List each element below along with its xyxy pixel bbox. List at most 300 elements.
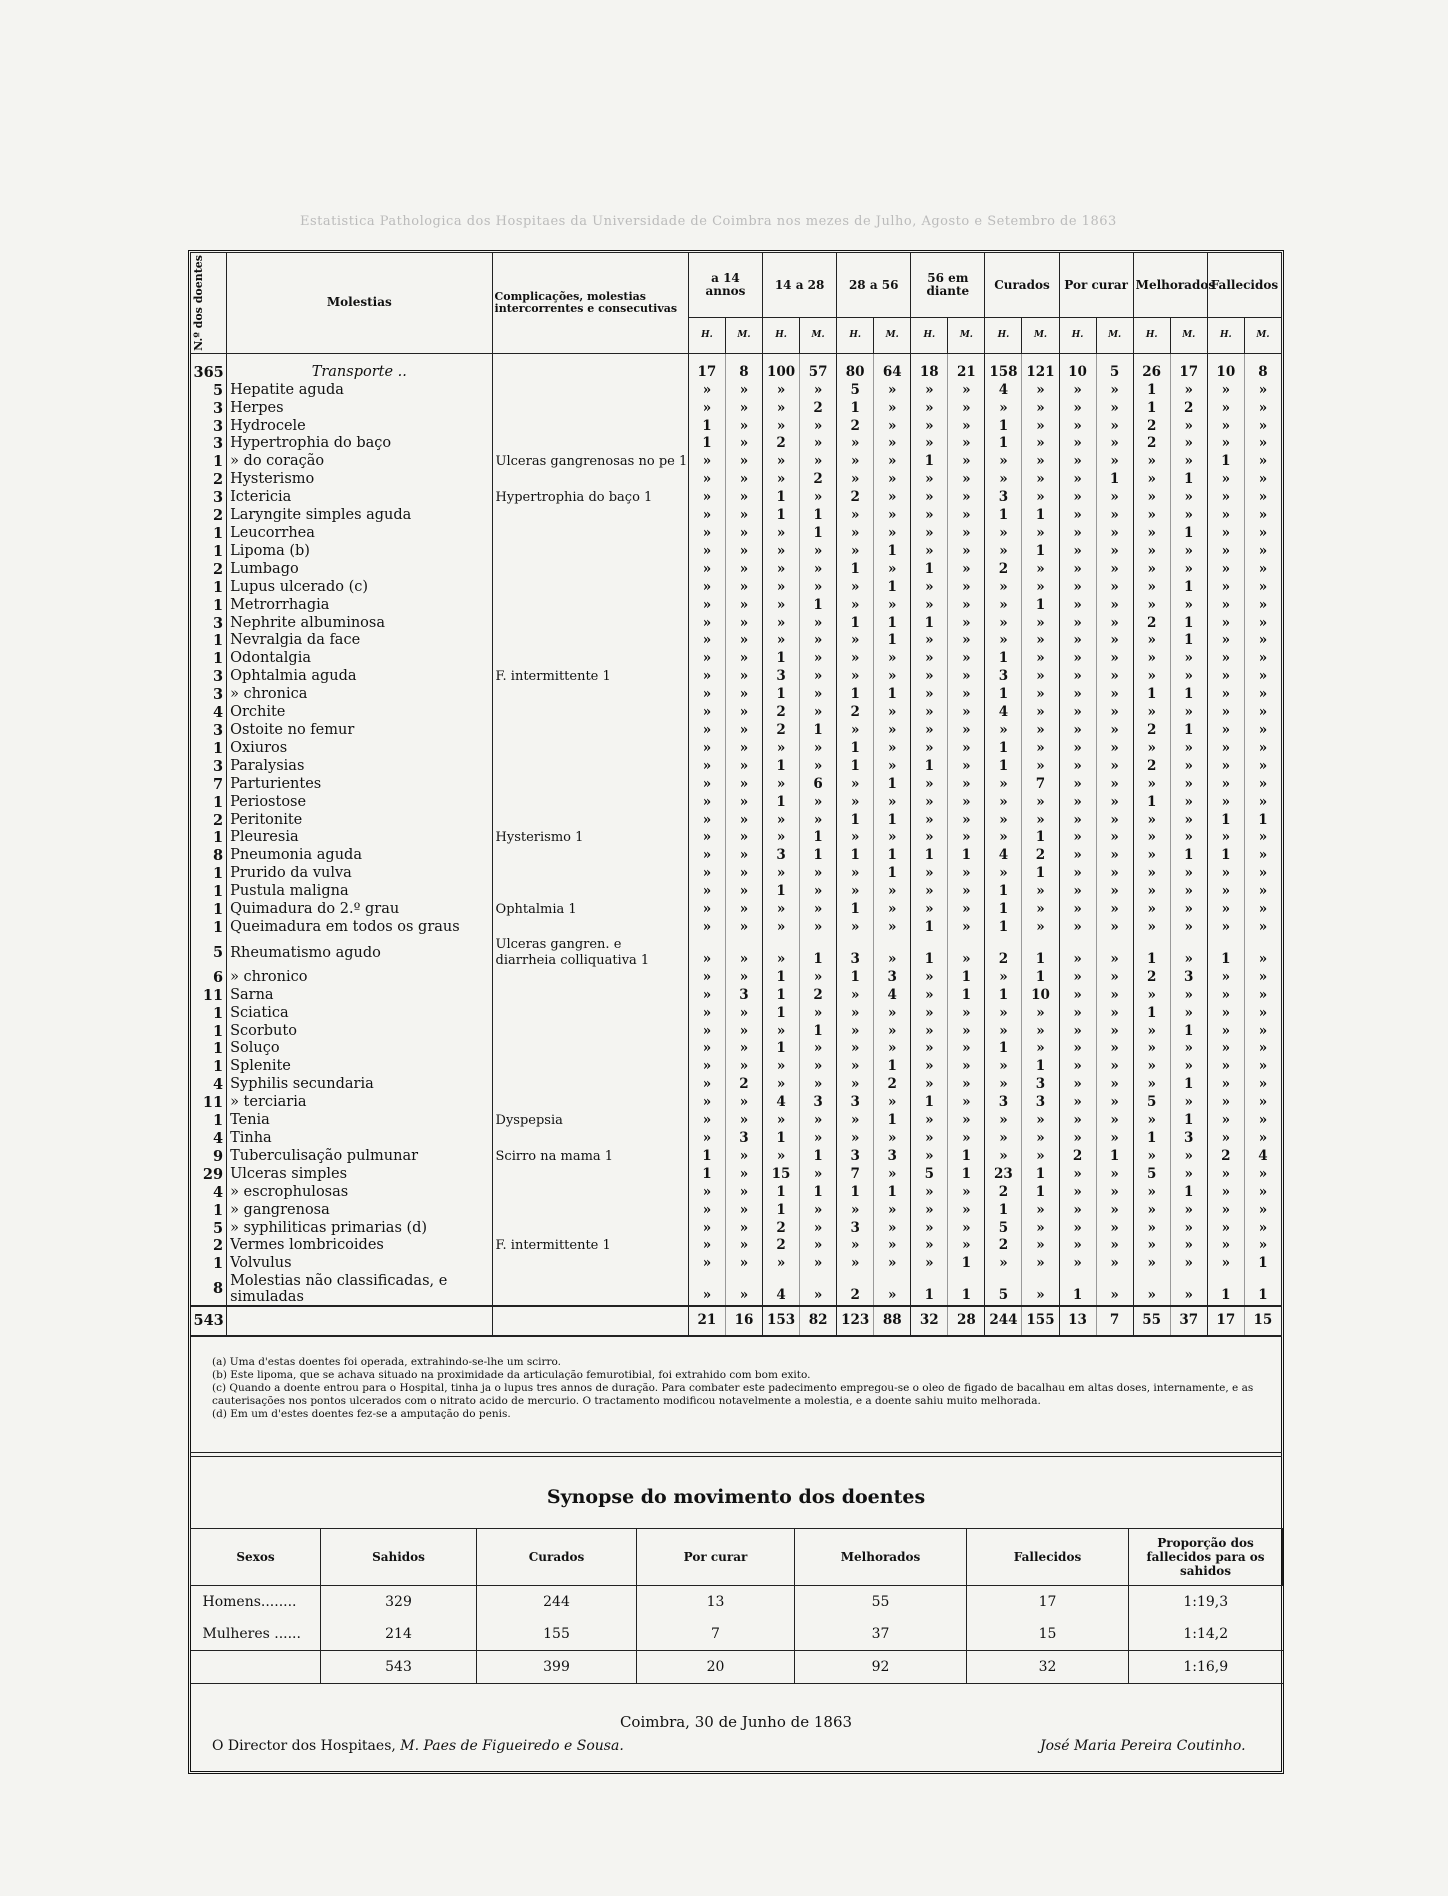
cell-value: » <box>985 865 1022 883</box>
header-homens: H. <box>911 318 948 354</box>
cell-value: » <box>1170 1220 1207 1238</box>
synopsis-header: Proporção dos fallecidos para os sahidos <box>1129 1529 1283 1586</box>
cell-value: » <box>874 525 911 543</box>
cell-value: » <box>874 1273 911 1306</box>
patient-count: 3 <box>191 400 227 418</box>
cell-value: » <box>800 704 837 722</box>
cell-value: » <box>1096 1005 1133 1023</box>
cell-value: » <box>874 668 911 686</box>
cell-value: » <box>1096 704 1133 722</box>
cell-value: » <box>688 400 725 418</box>
synopsis-value: 92 <box>795 1651 967 1684</box>
cell-value: » <box>1244 1094 1281 1112</box>
patient-count: 1 <box>191 579 227 597</box>
cell-value: » <box>688 507 725 525</box>
header-homens: H. <box>985 318 1022 354</box>
cell-value: » <box>948 776 985 794</box>
cell-value: » <box>874 1130 911 1148</box>
table-row <box>191 418 1282 436</box>
cell-value: » <box>1170 650 1207 668</box>
cell-value: » <box>800 883 837 901</box>
cell-value: » <box>725 453 762 471</box>
cell-value: » <box>1170 418 1207 436</box>
cell-value: » <box>800 632 837 650</box>
cell-value: » <box>725 1202 762 1220</box>
cell-value: » <box>1022 632 1059 650</box>
cell-value: » <box>1170 1166 1207 1184</box>
synopsis-value: 155 <box>477 1618 637 1651</box>
cell-value: » <box>1059 865 1096 883</box>
complication <box>492 1255 688 1273</box>
cell-value: » <box>688 1184 725 1202</box>
table-row <box>191 722 1282 740</box>
cell-value: » <box>1207 615 1244 633</box>
complication <box>492 597 688 615</box>
table-row <box>191 382 1282 400</box>
cell-value: » <box>1096 740 1133 758</box>
cell-value: » <box>1059 597 1096 615</box>
cell-value: » <box>1244 668 1281 686</box>
complication <box>492 987 688 1005</box>
cell-value: » <box>874 507 911 525</box>
table-row <box>191 1237 1282 1255</box>
cell-value: 1 <box>911 453 948 471</box>
cell-value: » <box>1133 740 1170 758</box>
cell-value: » <box>1022 382 1059 400</box>
cell-value: » <box>948 1023 985 1041</box>
cell-value: » <box>1133 489 1170 507</box>
cell-value: » <box>688 829 725 847</box>
cell-value: » <box>1059 668 1096 686</box>
patient-count: 2 <box>191 561 227 579</box>
cell-value: » <box>725 668 762 686</box>
cell-value: » <box>725 704 762 722</box>
cell-value: 2 <box>763 435 800 453</box>
cell-value: » <box>1207 794 1244 812</box>
cell-value: » <box>1207 597 1244 615</box>
cell-value: » <box>1059 1220 1096 1238</box>
cell-value: » <box>874 740 911 758</box>
cell-value: 1 <box>985 1202 1022 1220</box>
cell-value: » <box>837 543 874 561</box>
cell-value: » <box>911 382 948 400</box>
cell-value: » <box>1207 1202 1244 1220</box>
cell-value: » <box>1096 579 1133 597</box>
patient-count: 1 <box>191 1202 227 1220</box>
cell-value: » <box>911 543 948 561</box>
cell-value: » <box>763 543 800 561</box>
cell-value: » <box>911 525 948 543</box>
complication <box>492 704 688 722</box>
cell-value: » <box>1022 812 1059 830</box>
cell-value: » <box>1096 435 1133 453</box>
cell-value: » <box>874 829 911 847</box>
cell-value: » <box>1244 1237 1281 1255</box>
cell-value: » <box>1096 597 1133 615</box>
disease-name: Hepatite aguda <box>227 382 492 400</box>
cell-value: » <box>911 883 948 901</box>
header-complicacoes: Complicações, molestias intercorrentes e consecutivas <box>492 253 688 354</box>
cell-value: » <box>763 740 800 758</box>
disease-name: Ostoite no femur <box>227 722 492 740</box>
cell-value: 1 <box>1170 1112 1207 1130</box>
cell-value: 1 <box>874 1184 911 1202</box>
cell-value: » <box>1244 1202 1281 1220</box>
cell-value: » <box>800 919 837 937</box>
cell-value: » <box>1022 901 1059 919</box>
patient-count: 5 <box>191 1220 227 1238</box>
cell-value: 2 <box>1133 418 1170 436</box>
cell-value: » <box>874 919 911 937</box>
cell-value: » <box>800 668 837 686</box>
cell-value: 1 <box>1133 1130 1170 1148</box>
complication <box>492 507 688 525</box>
cell-value: 1 <box>800 722 837 740</box>
cell-value: » <box>1096 987 1133 1005</box>
cell-value: 1 <box>1133 400 1170 418</box>
table-row <box>191 937 1282 969</box>
cell-value: » <box>725 400 762 418</box>
cell-value: 2 <box>1059 1148 1096 1166</box>
cell-value: » <box>1059 969 1096 987</box>
cell-value: » <box>688 812 725 830</box>
cell-value: » <box>1170 507 1207 525</box>
cell-value: » <box>688 937 725 969</box>
cell-value: » <box>948 579 985 597</box>
cell-value: » <box>688 453 725 471</box>
cell-value: » <box>1059 919 1096 937</box>
cell-value: » <box>1022 1023 1059 1041</box>
cell-value: » <box>1096 615 1133 633</box>
cell-value: » <box>1059 987 1096 1005</box>
cell-value: » <box>800 435 837 453</box>
cell-value: » <box>1096 489 1133 507</box>
cell-value: 4 <box>874 987 911 1005</box>
cell-value: » <box>837 1005 874 1023</box>
disease-name <box>227 1306 492 1336</box>
cell-value: » <box>837 668 874 686</box>
cell-value: » <box>911 597 948 615</box>
cell-value: 1 <box>837 758 874 776</box>
cell-value: 2 <box>1133 758 1170 776</box>
cell-value: » <box>1207 471 1244 489</box>
cell-value: » <box>1170 812 1207 830</box>
cell-value: » <box>1133 668 1170 686</box>
cell-value: » <box>688 632 725 650</box>
cell-value: » <box>800 561 837 579</box>
cell-value: » <box>985 1005 1022 1023</box>
cell-value: » <box>1244 1040 1281 1058</box>
cell-value: 1 <box>688 1166 725 1184</box>
table-row <box>191 1148 1282 1166</box>
cell-value: » <box>1170 561 1207 579</box>
cell-value: » <box>948 471 985 489</box>
cell-value: 23 <box>985 1166 1022 1184</box>
cell-value: » <box>874 901 911 919</box>
synopsis-value: 15 <box>967 1618 1129 1651</box>
disease-name: Queimadura em todos os graus <box>227 919 492 937</box>
cell-value: 1 <box>1133 686 1170 704</box>
cell-value: 1 <box>800 1148 837 1166</box>
cell-value: » <box>1133 1076 1170 1094</box>
cell-value: » <box>1022 650 1059 668</box>
disease-name: Tinha <box>227 1130 492 1148</box>
cell-value: 57 <box>800 353 837 381</box>
cell-value: » <box>1096 668 1133 686</box>
cell-value: » <box>725 740 762 758</box>
cell-value: 1 <box>1133 794 1170 812</box>
cell-value: » <box>1207 435 1244 453</box>
cell-value: 3 <box>985 1094 1022 1112</box>
complication <box>492 776 688 794</box>
disease-name: Volvulus <box>227 1255 492 1273</box>
cell-value: » <box>688 543 725 561</box>
cell-value: » <box>1170 453 1207 471</box>
cell-value: » <box>1207 1184 1244 1202</box>
cell-value: » <box>1059 418 1096 436</box>
cell-value: » <box>688 865 725 883</box>
cell-value: » <box>1059 650 1096 668</box>
cell-value: » <box>725 1005 762 1023</box>
cell-value: » <box>948 883 985 901</box>
cell-value: 1 <box>874 812 911 830</box>
cell-value: » <box>874 1220 911 1238</box>
cell-value: » <box>1133 561 1170 579</box>
cell-value: » <box>874 597 911 615</box>
cell-value: » <box>911 1202 948 1220</box>
cell-value: 2 <box>837 418 874 436</box>
cell-value: » <box>1207 919 1244 937</box>
cell-value: » <box>985 794 1022 812</box>
cell-value: » <box>948 453 985 471</box>
complication <box>492 1166 688 1184</box>
cell-value: » <box>763 471 800 489</box>
cell-value: » <box>725 435 762 453</box>
cell-value: » <box>1096 829 1133 847</box>
cell-value: » <box>1133 704 1170 722</box>
cell-value: » <box>911 507 948 525</box>
cell-value: 21 <box>948 353 985 381</box>
cell-value: » <box>725 686 762 704</box>
complication <box>492 353 688 381</box>
cell-value: » <box>985 776 1022 794</box>
cell-value: 1 <box>985 901 1022 919</box>
cell-value: 1 <box>1170 1184 1207 1202</box>
cell-value: » <box>1022 525 1059 543</box>
cell-value: » <box>1059 1005 1096 1023</box>
cell-value: » <box>1207 668 1244 686</box>
cell-value: » <box>911 722 948 740</box>
cell-value: 2 <box>874 1076 911 1094</box>
table-row <box>191 686 1282 704</box>
cell-value: » <box>1207 1220 1244 1238</box>
cell-value: » <box>948 722 985 740</box>
cell-value: » <box>1133 579 1170 597</box>
cell-value: » <box>1244 758 1281 776</box>
cell-value: 3 <box>763 847 800 865</box>
cell-value: » <box>1244 722 1281 740</box>
cell-value: » <box>985 615 1022 633</box>
cell-value: » <box>1244 632 1281 650</box>
cell-value: » <box>800 579 837 597</box>
cell-value: » <box>763 919 800 937</box>
cell-value: » <box>725 525 762 543</box>
cell-value: » <box>725 597 762 615</box>
cell-value: 1 <box>948 969 985 987</box>
complication: F. intermittente 1 <box>492 668 688 686</box>
footnote: (b) Este lipoma, que se achava situado na proximidade da articulação femurotibial, foi extrahido com bom exito. <box>212 1369 811 1381</box>
cell-value: » <box>1059 722 1096 740</box>
cell-value: 2 <box>985 937 1022 969</box>
cell-value: » <box>1096 901 1133 919</box>
patient-count: 2 <box>191 1237 227 1255</box>
synopsis-value: 1:16,9 <box>1129 1651 1283 1684</box>
cell-value: 1 <box>800 507 837 525</box>
cell-value: 1 <box>837 1184 874 1202</box>
cell-value: » <box>1170 758 1207 776</box>
cell-value: 1 <box>800 597 837 615</box>
cell-value: 1 <box>911 561 948 579</box>
table-row <box>191 579 1282 597</box>
synopsis-value: 1:19,3 <box>1183 1594 1229 1610</box>
cell-value: » <box>1207 650 1244 668</box>
cell-value: 3 <box>800 1094 837 1112</box>
cell-value: » <box>1059 525 1096 543</box>
cell-value: » <box>1244 561 1281 579</box>
complication <box>492 1094 688 1112</box>
cell-value: » <box>1022 758 1059 776</box>
cell-value: » <box>1096 1202 1133 1220</box>
patient-count: 8 <box>191 1273 227 1306</box>
cell-value: » <box>985 453 1022 471</box>
cell-value: 17 <box>688 353 725 381</box>
cell-value: » <box>725 829 762 847</box>
footnote: (c) Quando a doente entrou para o Hospital, tinha ja o lupus tres annos de duração. Para combater este padecimento empregou-se o oleo de figado de bacalhau em altas doses, internamente, e as cauterisações nos pontos ulcerados com o nitrato acido de mercurio. O tractamento modificou notavelmente a molestia, e a doente sahiu muito melhorada. <box>212 1382 1254 1407</box>
cell-value: » <box>1133 865 1170 883</box>
patient-count: 11 <box>191 1094 227 1112</box>
table-row <box>191 453 1282 471</box>
table-row <box>191 1202 1282 1220</box>
header-homens: H. <box>837 318 874 354</box>
patient-count: 1 <box>191 794 227 812</box>
header-fallecidos: Fallecidos <box>1207 253 1281 318</box>
cell-value: » <box>1207 1255 1244 1273</box>
patient-count: 4 <box>191 1076 227 1094</box>
table-row <box>191 400 1282 418</box>
table-row <box>191 471 1282 489</box>
cell-value: 32 <box>911 1306 948 1336</box>
cell-value: » <box>1059 937 1096 969</box>
complication <box>492 1130 688 1148</box>
cell-value: » <box>1096 865 1133 883</box>
cell-value: 1 <box>874 632 911 650</box>
cell-value: 5 <box>1096 353 1133 381</box>
cell-value: » <box>763 615 800 633</box>
cell-value: » <box>1207 543 1244 561</box>
cell-value: » <box>763 829 800 847</box>
disease-name: Laryngite simples aguda <box>227 507 492 525</box>
cell-value: » <box>985 525 1022 543</box>
cell-value: » <box>1133 847 1170 865</box>
cell-value: 1 <box>948 1148 985 1166</box>
patient-count: 3 <box>191 418 227 436</box>
cell-value: » <box>800 1273 837 1306</box>
table-row <box>191 829 1282 847</box>
disease-name: Pleuresia <box>227 829 492 847</box>
cell-value: » <box>800 1166 837 1184</box>
cell-value: » <box>911 1148 948 1166</box>
cell-value: » <box>725 507 762 525</box>
sex-label: Homens........ <box>191 1586 321 1619</box>
cell-value: 2 <box>1207 1148 1244 1166</box>
cell-value: » <box>1022 615 1059 633</box>
disease-name: Splenite <box>227 1058 492 1076</box>
header-mulheres: M. <box>1022 318 1059 354</box>
cell-value: 7 <box>837 1166 874 1184</box>
complication: Ulceras gangren. e diarrheia colliquativa 1 <box>492 937 688 969</box>
cell-value: » <box>1170 543 1207 561</box>
cell-value: » <box>948 794 985 812</box>
sex-label <box>191 1651 321 1684</box>
cell-value: » <box>837 1112 874 1130</box>
cell-value: » <box>911 1130 948 1148</box>
cell-value: » <box>1170 1202 1207 1220</box>
cell-value: 4 <box>985 382 1022 400</box>
cell-value: 17 <box>1207 1306 1244 1336</box>
cell-value: » <box>1170 776 1207 794</box>
synopsis-header: Fallecidos <box>967 1529 1129 1586</box>
patient-count: 3 <box>191 722 227 740</box>
cell-value: » <box>763 561 800 579</box>
disease-name: Pneumonia aguda <box>227 847 492 865</box>
disease-name: Vermes lombricoides <box>227 1237 492 1255</box>
header-homens: H. <box>763 318 800 354</box>
cell-value: 28 <box>948 1306 985 1336</box>
cell-value: 1 <box>837 812 874 830</box>
cell-value: » <box>948 812 985 830</box>
cell-value: 3 <box>763 668 800 686</box>
cell-value: » <box>1133 632 1170 650</box>
table-row <box>191 525 1282 543</box>
cell-value: » <box>837 987 874 1005</box>
cell-value: » <box>1096 507 1133 525</box>
table-row <box>191 1058 1282 1076</box>
patient-count: 1 <box>191 1040 227 1058</box>
patient-count: 1 <box>191 597 227 615</box>
cell-value: » <box>800 1255 837 1273</box>
patient-count: 3 <box>191 615 227 633</box>
cell-value: 1 <box>1170 615 1207 633</box>
cell-value: » <box>1059 1058 1096 1076</box>
disease-name: Tuberculisação pulmunar <box>227 1148 492 1166</box>
cell-value: 1 <box>911 937 948 969</box>
cell-value: » <box>688 650 725 668</box>
cell-value: 4 <box>985 847 1022 865</box>
disease-name: » syphiliticas primarias (d) <box>227 1220 492 1238</box>
disease-name: Transporte .. <box>227 353 492 381</box>
cell-value: 5 <box>837 382 874 400</box>
cell-value: 3 <box>1022 1076 1059 1094</box>
cell-value: 3 <box>985 489 1022 507</box>
disease-name: Periostose <box>227 794 492 812</box>
cell-value: » <box>725 794 762 812</box>
cell-value: » <box>911 1255 948 1273</box>
cell-value: 2 <box>837 704 874 722</box>
cell-value: 7 <box>1096 1306 1133 1336</box>
header-mulheres: M. <box>800 318 837 354</box>
patient-count: 3 <box>191 489 227 507</box>
complication <box>492 1005 688 1023</box>
